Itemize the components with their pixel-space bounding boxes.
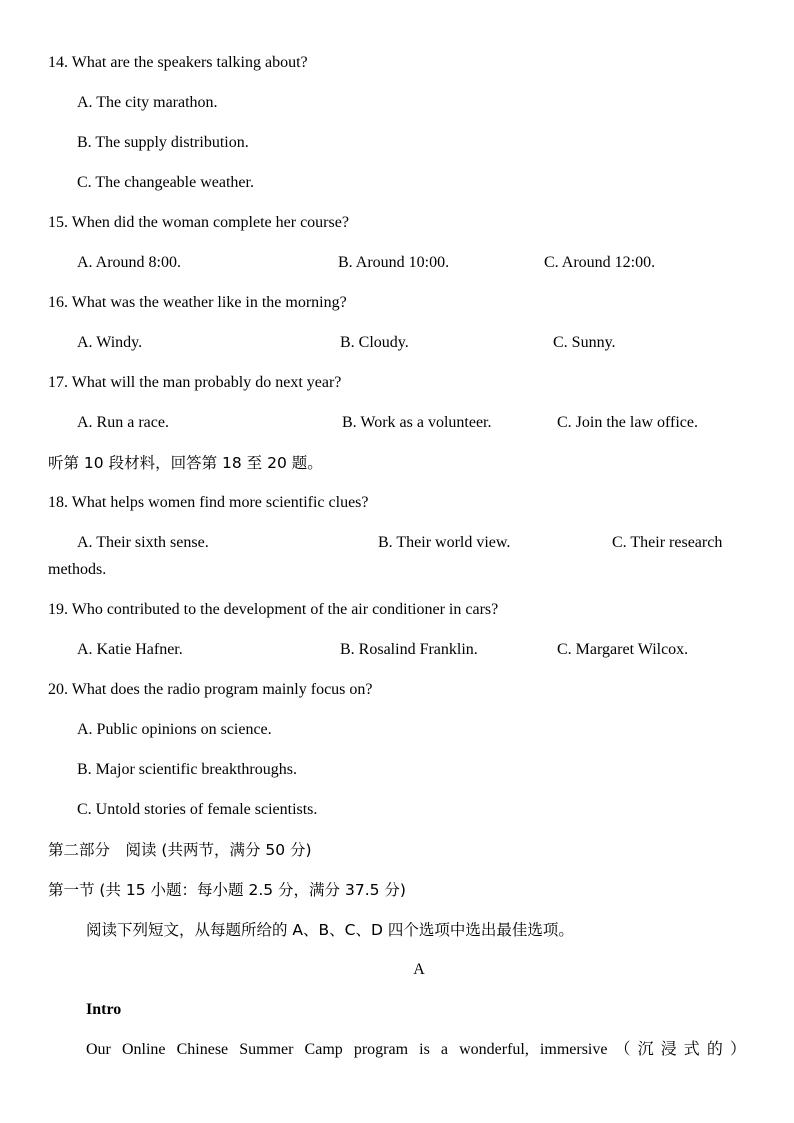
question-16-stem: 16. What was the weather like in the morning? [48,294,347,311]
question-14-option-c: C. The changeable weather. [77,174,254,191]
question-18-option-c: C. Their research [612,534,723,551]
question-17-option-b: B. Work as a volunteer. [342,414,492,431]
question-17-option-c: C. Join the law office. [557,414,699,431]
question-15-option-a: A. Around 8:00. [77,254,181,271]
question-17-stem: 17. What will the man probably do next year? [48,374,342,391]
question-20-option-b: B. Major scientific breakthroughs. [77,761,297,778]
passage-first-line: Our Online Chinese Summer Camp program is a wonderful, immersive（沉浸式的） [86,1041,746,1058]
section-1-heading: 第一节 (共 15 小题：每小题 2.5 分，满分 37.5 分) [48,881,406,899]
passage-label: A [413,961,425,978]
question-17-option-a: A. Run a race. [77,414,169,431]
question-15-option-b: B. Around 10:00. [338,254,450,271]
question-14-option-b: B. The supply distribution. [77,134,249,151]
question-14-stem: 14. What are the speakers talking about? [48,54,308,71]
question-20-stem: 20. What does the radio program mainly focus on? [48,681,373,698]
question-15-option-c: C. Around 12:00. [544,254,656,271]
question-16-option-c: C. Sunny. [553,334,616,351]
question-20-option-a: A. Public opinions on science. [77,721,272,738]
question-14-option-a: A. The city marathon. [77,94,218,111]
question-19-option-c: C. Margaret Wilcox. [557,641,689,658]
question-16-option-a: A. Windy. [77,334,143,351]
question-20-option-c: C. Untold stories of female scientists. [77,801,318,818]
question-15-stem: 15. When did the woman complete her course? [48,214,349,231]
passage-heading: Intro [86,1001,122,1018]
question-18-option-b: B. Their world view. [378,534,511,551]
question-19-option-b: B. Rosalind Franklin. [340,641,478,658]
question-19-option-a: A. Katie Hafner. [77,641,183,658]
question-18-option-a: A. Their sixth sense. [77,534,209,551]
question-18-stem: 18. What helps women find more scientific clues? [48,494,369,511]
question-16-option-b: B. Cloudy. [340,334,409,351]
question-19-stem: 19. Who contributed to the development of the air conditioner in cars? [48,601,499,618]
part-2-heading: 第二部分 阅读 (共两节，满分 50 分) [48,841,312,859]
section-10-instruction: 听第 10 段材料，回答第 18 至 20 题。 [48,454,323,472]
reading-instruction: 阅读下列短文，从每题所给的 A、B、C、D 四个选项中选出最佳选项。 [86,921,574,939]
question-18-option-c-continued: methods. [48,561,107,578]
